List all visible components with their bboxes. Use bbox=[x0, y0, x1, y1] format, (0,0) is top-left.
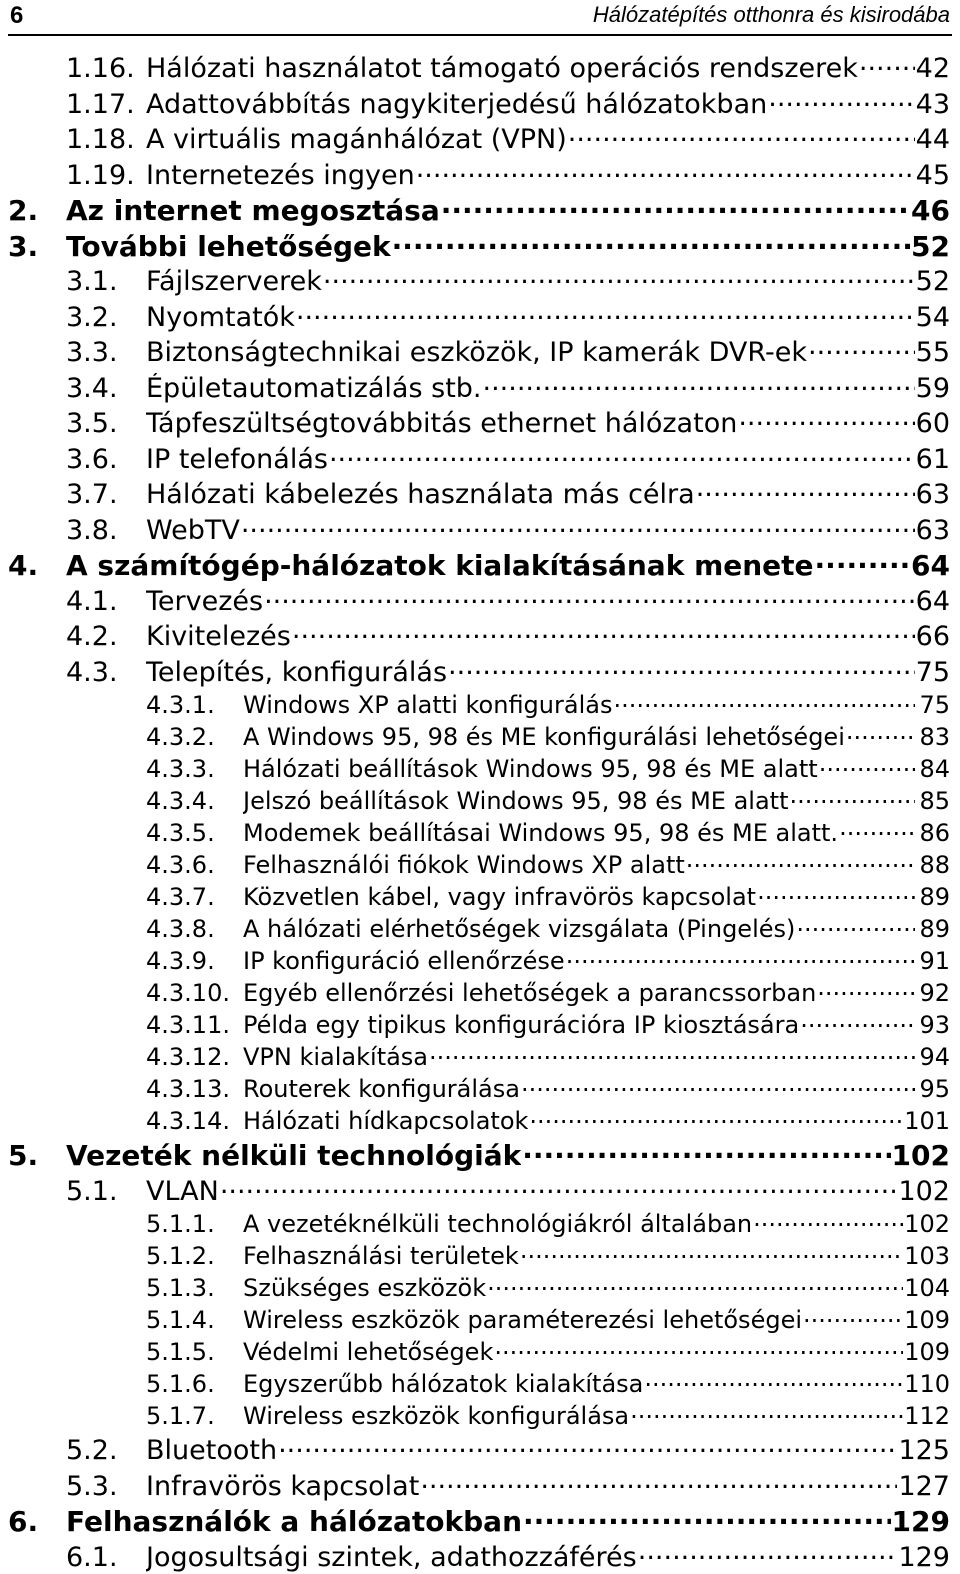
dot-leader bbox=[819, 753, 915, 777]
toc-entry-number: 6.1. bbox=[66, 1542, 146, 1573]
dot-leader bbox=[494, 1336, 903, 1360]
dot-leader bbox=[278, 1432, 897, 1459]
toc-entry[interactable] bbox=[0, 1137, 960, 1173]
toc-entry-number: 4.3.5. bbox=[146, 819, 243, 847]
toc-entry[interactable] bbox=[0, 299, 960, 335]
toc-entry-title: Jelszó beállítások Windows 95, 98 és ME alatt bbox=[243, 787, 789, 815]
toc-entry-page: 127 bbox=[898, 1471, 950, 1502]
toc-entry-number: 3. bbox=[8, 230, 66, 263]
dot-leader bbox=[839, 817, 915, 841]
toc-entry-title: Felhasználók a hálózatokban bbox=[66, 1505, 522, 1538]
dot-leader bbox=[757, 881, 915, 905]
toc-entry-number: 4.3.14. bbox=[146, 1107, 243, 1135]
toc-entry-title: Hálózati kábelezés használata más célra bbox=[146, 479, 695, 510]
toc-entry-number: 4.3.1. bbox=[146, 691, 243, 719]
dot-leader bbox=[392, 228, 910, 256]
toc-entry-page: 102 bbox=[904, 1210, 950, 1238]
dot-leader bbox=[241, 512, 915, 539]
toc-entry[interactable] bbox=[0, 1400, 960, 1432]
toc-entry[interactable] bbox=[0, 476, 960, 512]
dot-leader bbox=[483, 370, 915, 397]
dot-leader bbox=[644, 1368, 903, 1392]
dot-leader bbox=[523, 1503, 891, 1531]
toc-entry-number: 3.1. bbox=[66, 266, 146, 297]
toc-entry-number: 4.3.3. bbox=[146, 755, 243, 783]
toc-entry-title: A virtuális magánhálózat (VPN) bbox=[146, 124, 567, 155]
toc-entry-number: 4.3.7. bbox=[146, 883, 243, 911]
toc-entry-page: 110 bbox=[904, 1370, 950, 1398]
toc-entry-page: 91 bbox=[916, 947, 950, 975]
toc-entry-title: Az internet megosztása bbox=[66, 194, 440, 227]
toc-entry-page: 101 bbox=[904, 1107, 950, 1135]
toc-entry-title: Telepítés, konfigurálás bbox=[146, 657, 447, 688]
toc-entry[interactable] bbox=[0, 977, 960, 1009]
toc-entry-page: 89 bbox=[916, 883, 950, 911]
toc-entry-number: 5.1.1. bbox=[146, 1210, 243, 1238]
toc-entry-page: 129 bbox=[892, 1505, 950, 1538]
toc-entry[interactable] bbox=[0, 913, 960, 945]
dot-leader bbox=[296, 299, 915, 326]
toc-entry-title: Modemek beállításai Windows 95, 98 és ME alatt. bbox=[243, 819, 838, 847]
dot-leader bbox=[846, 721, 915, 745]
dot-leader bbox=[487, 1272, 903, 1296]
toc-entry[interactable] bbox=[0, 817, 960, 849]
page-number: 6 bbox=[10, 2, 23, 30]
toc-entry-page: 109 bbox=[904, 1306, 950, 1334]
toc-entry[interactable] bbox=[0, 1009, 960, 1041]
toc-entry-title: Adattovábbítás nagykiterjedésű hálózatokban bbox=[146, 89, 767, 120]
dot-leader bbox=[522, 1137, 890, 1165]
toc-entry[interactable] bbox=[0, 849, 960, 881]
toc-entry-title: WebTV bbox=[146, 515, 240, 546]
toc-entry[interactable] bbox=[0, 689, 960, 721]
toc-entry-title: Nyomtatók bbox=[146, 302, 295, 333]
toc-entry-title: Wireless eszközök paraméterezési lehetőségei bbox=[243, 1306, 802, 1334]
toc-entry[interactable] bbox=[0, 583, 960, 619]
dot-leader bbox=[638, 1539, 898, 1566]
toc-entry-number: 5.2. bbox=[66, 1435, 146, 1466]
toc-entry-page: 83 bbox=[916, 723, 950, 751]
toc-entry-title: Routerek konfigurálása bbox=[243, 1075, 520, 1103]
toc-entry[interactable] bbox=[0, 945, 960, 977]
toc-entry-page: 84 bbox=[916, 755, 950, 783]
dot-leader bbox=[753, 1208, 903, 1232]
toc-entry-page: 61 bbox=[916, 444, 950, 475]
toc-entry-title: Kivitelezés bbox=[146, 621, 291, 652]
toc-entry-page: 88 bbox=[916, 851, 950, 879]
toc-entry-title: IP konfiguráció ellenőrzése bbox=[243, 947, 565, 975]
toc-entry-page: 59 bbox=[916, 373, 950, 404]
dot-leader bbox=[859, 50, 915, 77]
toc-entry-title: Vezeték nélküli technológiák bbox=[66, 1139, 521, 1172]
dot-leader bbox=[630, 1400, 903, 1424]
dot-leader bbox=[448, 654, 915, 681]
toc-entry-number: 5.1.7. bbox=[146, 1402, 243, 1430]
dot-leader bbox=[568, 121, 915, 148]
toc-entry-page: 104 bbox=[904, 1274, 950, 1302]
toc-entry-page: 109 bbox=[904, 1338, 950, 1366]
toc-entry-number: 1.16. bbox=[66, 53, 146, 84]
toc-entry[interactable] bbox=[0, 1432, 960, 1468]
toc-entry-number: 5.1.6. bbox=[146, 1370, 243, 1398]
toc-entry-page: 75 bbox=[916, 691, 950, 719]
toc-entry-number: 5.1.3. bbox=[146, 1274, 243, 1302]
toc-entry[interactable] bbox=[0, 1208, 960, 1240]
toc-entry-number: 1.18. bbox=[66, 124, 146, 155]
toc-entry-number: 4.3.10. bbox=[146, 979, 243, 1007]
toc-entry-page: 102 bbox=[898, 1176, 950, 1207]
toc-entry-title: Bluetooth bbox=[146, 1435, 277, 1466]
toc-entry-page: 42 bbox=[916, 53, 950, 84]
toc-entry-title: Épületautomatizálás stb. bbox=[146, 373, 482, 404]
toc-entry-page: 45 bbox=[916, 160, 950, 191]
toc-entry[interactable] bbox=[0, 1272, 960, 1304]
toc-entry-title: Egyéb ellenőrzési lehetőségek a parancssorban bbox=[243, 979, 816, 1007]
dot-leader bbox=[416, 157, 915, 184]
toc-entry-title: További lehetőségek bbox=[66, 230, 391, 263]
toc-entry-page: 54 bbox=[916, 302, 950, 333]
toc-entry-page: 93 bbox=[916, 1011, 950, 1039]
dot-leader bbox=[529, 1105, 903, 1129]
toc-entry-number: 4.3.8. bbox=[146, 915, 243, 943]
toc-entry[interactable] bbox=[0, 753, 960, 785]
toc-entry-page: 52 bbox=[911, 230, 950, 263]
toc-entry-number: 4.3.12. bbox=[146, 1043, 243, 1071]
table-of-contents bbox=[0, 50, 960, 1574]
toc-entry-title: A Windows 95, 98 és ME konfigurálási lehetőségei bbox=[243, 723, 845, 751]
toc-entry-title: Közvetlen kábel, vagy infravörös kapcsolat bbox=[243, 883, 756, 911]
toc-entry-page: 94 bbox=[916, 1043, 950, 1071]
toc-entry[interactable] bbox=[0, 121, 960, 157]
toc-entry[interactable] bbox=[0, 1105, 960, 1137]
toc-entry-number: 4.3.2. bbox=[146, 723, 243, 751]
toc-entry-number: 4.3.6. bbox=[146, 851, 243, 879]
dot-leader bbox=[800, 1009, 915, 1033]
toc-entry-title: Jogosultsági szintek, adathozzáférés bbox=[146, 1542, 637, 1573]
toc-entry[interactable] bbox=[0, 228, 960, 264]
toc-entry-title: Hálózati használatot támogató operációs rendszerek bbox=[146, 53, 858, 84]
toc-entry-title: Szükséges eszközök bbox=[243, 1274, 486, 1302]
dot-leader bbox=[566, 945, 915, 969]
toc-entry-page: 52 bbox=[916, 266, 950, 297]
dot-leader bbox=[808, 334, 915, 361]
dot-leader bbox=[803, 1304, 903, 1328]
toc-entry-number: 6. bbox=[8, 1505, 66, 1538]
toc-entry-title: VPN kialakítása bbox=[243, 1043, 428, 1071]
toc-entry-title: Tápfeszültségtovábbitás ethernet hálózaton bbox=[146, 408, 737, 439]
toc-entry-page: 63 bbox=[916, 479, 950, 510]
toc-entry-page: 129 bbox=[898, 1542, 950, 1573]
dot-leader bbox=[686, 849, 915, 873]
toc-entry-page: 112 bbox=[904, 1402, 950, 1430]
toc-entry-page: 66 bbox=[916, 621, 950, 652]
page-header bbox=[8, 0, 952, 36]
toc-entry-title: Példa egy tipikus konfigurációra IP kiosztására bbox=[243, 1011, 799, 1039]
toc-entry-page: 75 bbox=[916, 657, 950, 688]
toc-entry[interactable] bbox=[0, 441, 960, 477]
toc-entry[interactable] bbox=[0, 1304, 960, 1336]
toc-entry-number: 3.4. bbox=[66, 373, 146, 404]
toc-entry-page: 43 bbox=[916, 89, 950, 120]
toc-entry-number: 5.1.4. bbox=[146, 1306, 243, 1334]
toc-entry[interactable] bbox=[0, 721, 960, 753]
toc-entry[interactable] bbox=[0, 654, 960, 690]
toc-entry-number: 3.6. bbox=[66, 444, 146, 475]
toc-entry-page: 46 bbox=[911, 194, 950, 227]
dot-leader bbox=[264, 583, 915, 610]
dot-leader bbox=[429, 1041, 915, 1065]
toc-entry-page: 63 bbox=[916, 515, 950, 546]
toc-entry-page: 44 bbox=[916, 124, 950, 155]
toc-entry-title: Felhasználói fiókok Windows XP alatt bbox=[243, 851, 685, 879]
toc-entry[interactable] bbox=[0, 192, 960, 228]
dot-leader bbox=[441, 192, 910, 220]
toc-entry-number: 4.3.4. bbox=[146, 787, 243, 815]
toc-entry[interactable] bbox=[0, 618, 960, 654]
toc-entry[interactable] bbox=[0, 1468, 960, 1504]
dot-leader bbox=[613, 689, 915, 713]
toc-entry-number: 2. bbox=[8, 194, 66, 227]
toc-entry-number: 3.7. bbox=[66, 479, 146, 510]
toc-entry-title: Hálózati beállítások Windows 95, 98 és ME alatt bbox=[243, 755, 818, 783]
toc-entry[interactable] bbox=[0, 405, 960, 441]
toc-entry-number: 4. bbox=[8, 549, 66, 582]
toc-entry[interactable] bbox=[0, 785, 960, 817]
toc-entry-number: 4.2. bbox=[66, 621, 146, 652]
toc-entry-title: Felhasználási területek bbox=[243, 1242, 519, 1270]
toc-entry-number: 1.19. bbox=[66, 160, 146, 191]
toc-entry[interactable] bbox=[0, 512, 960, 548]
toc-entry[interactable] bbox=[0, 157, 960, 193]
toc-entry-title: Biztonságtechnikai eszközök, IP kamerák DVR-ek bbox=[146, 337, 807, 368]
toc-entry-page: 92 bbox=[916, 979, 950, 1007]
running-title: Hálózatépítés otthonra és kisirodába bbox=[593, 2, 950, 28]
toc-entry[interactable] bbox=[0, 881, 960, 913]
toc-entry[interactable] bbox=[0, 263, 960, 299]
dot-leader bbox=[420, 1468, 897, 1495]
dot-leader bbox=[323, 263, 915, 290]
toc-entry-title: Hálózati hídkapcsolatok bbox=[243, 1107, 528, 1135]
toc-entry[interactable] bbox=[0, 1173, 960, 1209]
toc-entry[interactable] bbox=[0, 370, 960, 406]
toc-entry-page: 55 bbox=[916, 337, 950, 368]
toc-entry-title: A hálózati elérhetőségek vizsgálata (Pingelés) bbox=[243, 915, 795, 943]
toc-entry-number: 5.1.2. bbox=[146, 1242, 243, 1270]
toc-entry-number: 5.1. bbox=[66, 1176, 146, 1207]
toc-entry-page: 103 bbox=[904, 1242, 950, 1270]
toc-entry-number: 3.2. bbox=[66, 302, 146, 333]
toc-entry-title: Wireless eszközök konfigurálása bbox=[243, 1402, 629, 1430]
dot-leader bbox=[220, 1173, 898, 1200]
toc-entry-number: 4.3.9. bbox=[146, 947, 243, 975]
toc-entry-number: 5.1.5. bbox=[146, 1338, 243, 1366]
toc-entry-title: Internetezés ingyen bbox=[146, 160, 415, 191]
toc-entry[interactable] bbox=[0, 1240, 960, 1272]
toc-entry-page: 85 bbox=[916, 787, 950, 815]
dot-leader bbox=[790, 785, 916, 809]
toc-entry-number: 3.8. bbox=[66, 515, 146, 546]
toc-entry-page: 95 bbox=[916, 1075, 950, 1103]
toc-entry-page: 64 bbox=[916, 586, 950, 617]
toc-entry-number: 4.3. bbox=[66, 657, 146, 688]
toc-entry[interactable] bbox=[0, 1503, 960, 1539]
toc-entry[interactable] bbox=[0, 1073, 960, 1105]
toc-entry-page: 86 bbox=[916, 819, 950, 847]
dot-leader bbox=[292, 618, 915, 645]
toc-entry-number: 4.3.11. bbox=[146, 1011, 243, 1039]
dot-leader bbox=[521, 1073, 915, 1097]
toc-entry-title: Tervezés bbox=[146, 586, 263, 617]
toc-entry-number: 5. bbox=[8, 1139, 66, 1172]
dot-leader bbox=[796, 913, 915, 937]
toc-entry[interactable] bbox=[0, 50, 960, 86]
toc-entry-page: 102 bbox=[892, 1139, 950, 1172]
toc-entry-number: 1.17. bbox=[66, 89, 146, 120]
toc-entry-title: Védelmi lehetőségek bbox=[243, 1338, 493, 1366]
dot-leader bbox=[696, 476, 915, 503]
toc-entry-title: Egyszerűbb hálózatok kialakítása bbox=[243, 1370, 643, 1398]
dot-leader bbox=[738, 405, 914, 432]
toc-entry-title: A vezetéknélküli technológiákról általában bbox=[243, 1210, 752, 1238]
toc-entry-title: Fájlszerverek bbox=[146, 266, 322, 297]
toc-entry-number: 4.3.13. bbox=[146, 1075, 243, 1103]
toc-entry[interactable] bbox=[0, 547, 960, 583]
dot-leader bbox=[520, 1240, 903, 1264]
dot-leader bbox=[329, 441, 915, 468]
toc-entry-page: 60 bbox=[916, 408, 950, 439]
toc-entry[interactable] bbox=[0, 334, 960, 370]
dot-leader bbox=[815, 547, 910, 575]
toc-entry[interactable] bbox=[0, 1539, 960, 1574]
dot-leader bbox=[817, 977, 915, 1001]
toc-entry-page: 89 bbox=[916, 915, 950, 943]
toc-entry[interactable] bbox=[0, 1368, 960, 1400]
toc-entry-title: Windows XP alatti konfigurálás bbox=[243, 691, 612, 719]
toc-entry-title: VLAN bbox=[146, 1176, 219, 1207]
toc-entry-title: IP telefonálás bbox=[146, 444, 328, 475]
toc-entry-title: Infravörös kapcsolat bbox=[146, 1471, 419, 1502]
toc-entry-number: 5.3. bbox=[66, 1471, 146, 1502]
dot-leader bbox=[768, 86, 914, 113]
toc-entry-number: 4.1. bbox=[66, 586, 146, 617]
toc-entry-number: 3.3. bbox=[66, 337, 146, 368]
toc-entry-title: A számítógép-hálózatok kialakításának menete bbox=[66, 549, 814, 582]
toc-entry-number: 3.5. bbox=[66, 408, 146, 439]
toc-entry-page: 125 bbox=[898, 1435, 950, 1466]
toc-entry[interactable] bbox=[0, 1336, 960, 1368]
toc-entry[interactable] bbox=[0, 1041, 960, 1073]
toc-entry-page: 64 bbox=[911, 549, 950, 582]
toc-entry[interactable] bbox=[0, 86, 960, 122]
